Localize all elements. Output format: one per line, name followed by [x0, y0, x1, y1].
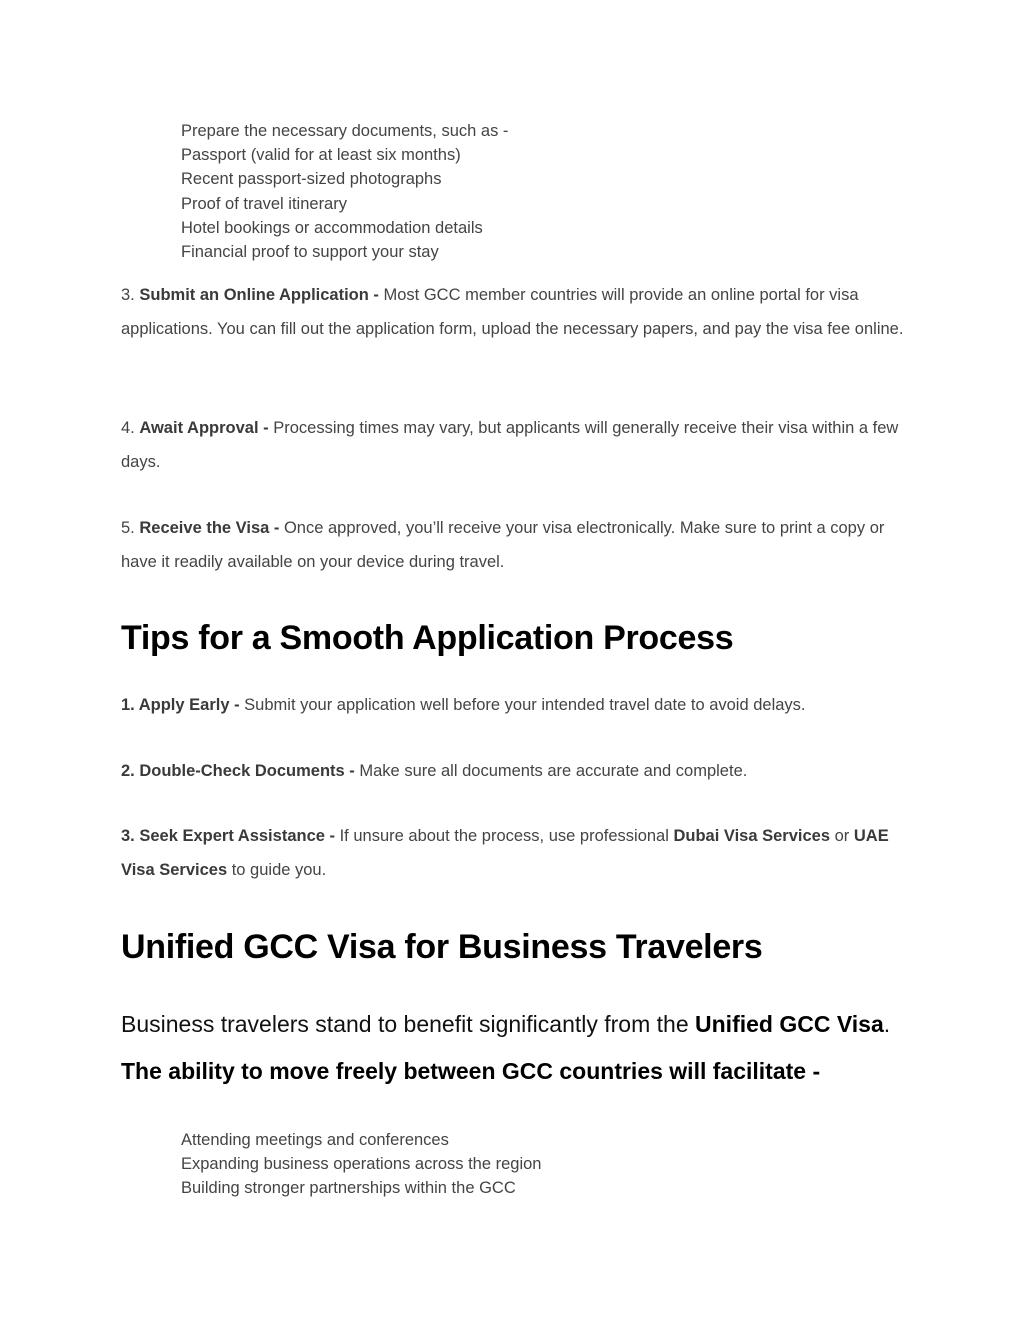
step-number: 5.: [121, 519, 140, 537]
tip-text: or: [830, 827, 854, 845]
step-submit-application: [121, 279, 911, 346]
list-item: Building stronger partnerships within the GCC: [181, 1179, 516, 1198]
step-await-approval: [121, 412, 911, 479]
list-item: Recent passport-sized photographs: [181, 170, 442, 189]
step-title: Submit an Online Application -: [139, 286, 379, 304]
intro-bold: The ability to move freely between GCC countries will facilitate -: [121, 1058, 821, 1084]
tip-expert-assistance: [121, 820, 911, 887]
step-title: Receive the Visa -: [139, 519, 280, 537]
list-item: Hotel bookings or accommodation details: [181, 218, 483, 237]
tip-text: If unsure about the process, use professional: [335, 827, 674, 845]
intro-text: Business travelers stand to benefit significantly from the: [121, 1011, 696, 1037]
documents-list: [181, 119, 508, 264]
step-text: Processing times may vary, but applicants will generally receive their visa within a few days.: [121, 419, 899, 471]
list-item: Prepare the necessary documents, such as -: [181, 122, 509, 140]
list-item: Financial proof to support your stay: [181, 243, 439, 262]
list-item: Expanding business operations across the region: [181, 1155, 542, 1174]
business-heading: Unified GCC Visa for Business Travelers: [121, 928, 763, 966]
tip-title: 2. Double-Check Documents -: [121, 762, 355, 780]
business-benefits-list: [181, 1128, 541, 1201]
intro-bold: Unified GCC Visa: [695, 1011, 884, 1037]
tips-heading: Tips for a Smooth Application Process: [121, 619, 734, 657]
dubai-visa-services-link[interactable]: Dubai Visa Services: [673, 827, 831, 845]
step-text: Most GCC member countries will provide an online portal for visa applications. You can fill out the application form, upload the necessary papers, and pay the visa fee online.: [121, 286, 904, 338]
step-number: 3.: [121, 286, 140, 304]
tip-double-check: [121, 755, 911, 789]
tip-text: Make sure all documents are accurate and complete.: [354, 762, 748, 780]
tip-apply-early: [121, 689, 911, 723]
list-item: Passport (valid for at least six months): [181, 146, 461, 165]
step-text: Once approved, you’ll receive your visa electronically. Make sure to print a copy or have it readily available on your device during travel.: [121, 519, 885, 571]
list-item: Proof of travel itinerary: [181, 194, 347, 213]
business-intro: [121, 1001, 911, 1095]
step-title: Await Approval -: [139, 419, 269, 437]
tip-text: to guide you.: [227, 860, 327, 879]
intro-period: .: [883, 1011, 891, 1037]
tip-title: 1. Apply Early -: [121, 696, 240, 714]
list-item: Attending meetings and conferences: [181, 1131, 449, 1149]
tip-title: 3. Seek Expert Assistance -: [121, 827, 336, 845]
step-receive-visa: [121, 512, 911, 579]
step-number: 4.: [121, 419, 140, 437]
uae-visa-services-link[interactable]: UAE Visa Services: [121, 827, 889, 879]
tip-text: Submit your application well before your intended travel date to avoid delays.: [239, 696, 806, 714]
